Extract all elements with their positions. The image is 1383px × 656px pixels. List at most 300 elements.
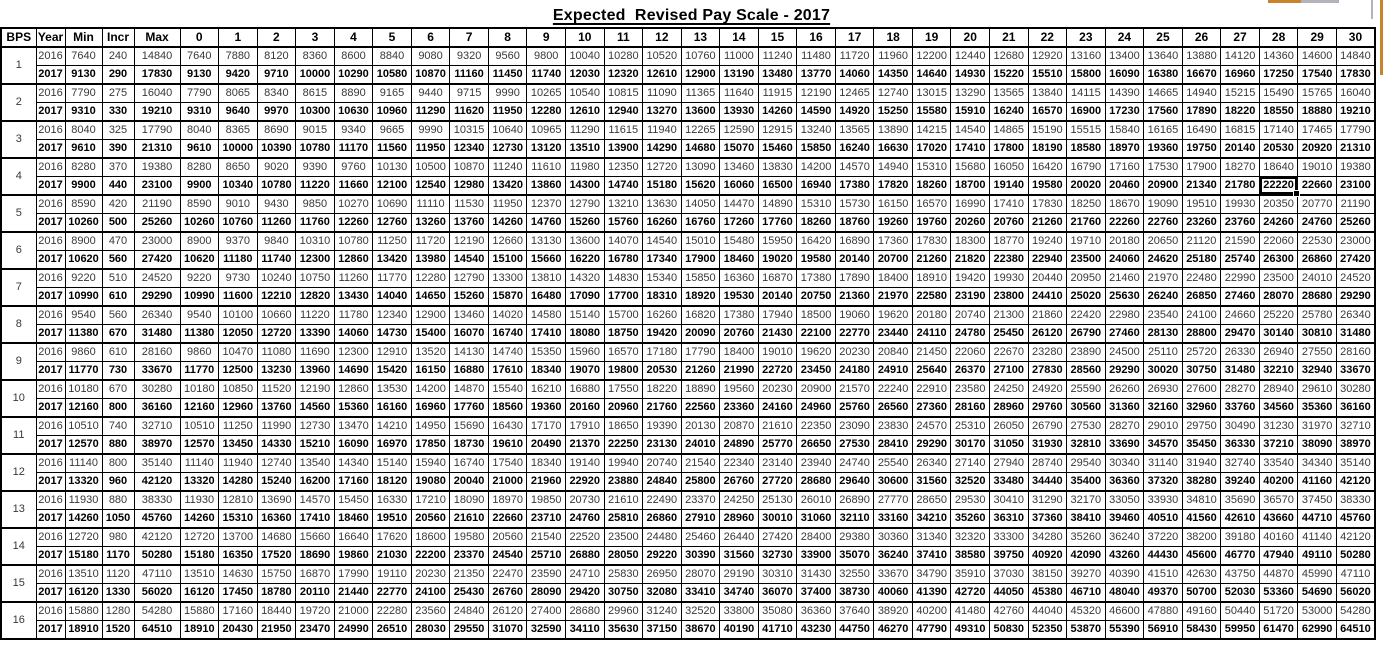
pay-cell[interactable]: 49370 [1144, 584, 1183, 603]
pay-cell[interactable]: 37150 [643, 621, 682, 640]
min-cell[interactable]: 8280 [65, 158, 102, 177]
pay-cell[interactable]: 10280 [604, 47, 643, 66]
pay-cell[interactable]: 26650 [797, 436, 836, 455]
min-cell[interactable]: 8590 [65, 195, 102, 214]
pay-cell[interactable]: 44710 [1298, 510, 1337, 529]
pay-cell[interactable]: 36310 [989, 510, 1028, 529]
pay-cell[interactable]: 20490 [527, 436, 566, 455]
pay-cell[interactable]: 11250 [219, 417, 258, 436]
pay-cell[interactable]: 11930 [180, 491, 219, 510]
pay-cell[interactable]: 20960 [604, 399, 643, 418]
pay-cell[interactable]: 26340 [912, 454, 951, 473]
year-cell[interactable]: 2016 [36, 84, 65, 103]
pay-cell[interactable]: 36240 [874, 547, 913, 566]
max-cell[interactable]: 31480 [134, 325, 180, 344]
max-cell[interactable]: 17830 [134, 66, 180, 85]
pay-cell[interactable]: 30490 [1221, 417, 1260, 436]
pay-cell[interactable]: 15490 [1259, 84, 1298, 103]
pay-cell[interactable]: 19750 [1182, 140, 1221, 159]
pay-cell[interactable]: 25760 [835, 399, 874, 418]
pay-cell[interactable]: 20040 [450, 473, 489, 492]
year-cell[interactable]: 2017 [36, 584, 65, 603]
pay-cell[interactable]: 12900 [681, 66, 720, 85]
pay-cell[interactable]: 20730 [565, 491, 604, 510]
column-header-step-12[interactable]: 12 [643, 28, 682, 47]
pay-cell[interactable]: 33930 [1144, 491, 1183, 510]
column-header-step-17[interactable]: 17 [835, 28, 874, 47]
pay-cell[interactable]: 10870 [411, 66, 450, 85]
pay-cell[interactable]: 33050 [1105, 491, 1144, 510]
pay-cell[interactable]: 44750 [835, 621, 874, 640]
pay-cell[interactable]: 13810 [527, 269, 566, 288]
incr-cell[interactable]: 500 [102, 214, 134, 233]
pay-cell[interactable]: 7640 [180, 47, 219, 66]
pay-cell[interactable]: 20560 [488, 528, 527, 547]
pay-cell[interactable]: 21540 [527, 528, 566, 547]
pay-cell[interactable]: 23890 [1067, 343, 1106, 362]
pay-cell[interactable]: 16780 [604, 251, 643, 270]
min-cell[interactable]: 13510 [65, 565, 102, 584]
pay-cell[interactable]: 14300 [565, 177, 604, 196]
pay-cell[interactable]: 14330 [257, 436, 296, 455]
pay-cell[interactable]: 25810 [604, 510, 643, 529]
pay-cell[interactable]: 15400 [411, 325, 450, 344]
pay-cell[interactable]: 23190 [951, 288, 990, 307]
pay-cell[interactable]: 9165 [373, 84, 412, 103]
pay-cell[interactable]: 31340 [912, 528, 951, 547]
pay-cell[interactable]: 45380 [1028, 584, 1067, 603]
pay-cell[interactable]: 11915 [758, 84, 797, 103]
max-cell[interactable]: 28160 [134, 343, 180, 362]
pay-cell[interactable]: 12960 [219, 399, 258, 418]
pay-cell[interactable]: 8890 [334, 84, 373, 103]
pay-cell[interactable]: 25220 [1259, 306, 1298, 325]
pay-cell[interactable]: 37030 [989, 565, 1028, 584]
year-cell[interactable]: 2017 [36, 399, 65, 418]
pay-cell[interactable]: 11720 [411, 232, 450, 251]
year-cell[interactable]: 2016 [36, 380, 65, 399]
pay-cell[interactable]: 18260 [797, 214, 836, 233]
column-header-step-24[interactable]: 24 [1105, 28, 1144, 47]
pay-cell[interactable]: 23140 [758, 454, 797, 473]
pay-cell[interactable]: 25460 [681, 528, 720, 547]
pay-cell[interactable]: 15180 [643, 177, 682, 196]
incr-cell[interactable]: 440 [102, 177, 134, 196]
pay-cell[interactable]: 9800 [527, 47, 566, 66]
pay-cell[interactable]: 10260 [180, 214, 219, 233]
min-cell[interactable]: 9310 [65, 103, 102, 122]
pay-cell[interactable]: 23760 [1221, 214, 1260, 233]
pay-cell[interactable]: 16630 [874, 140, 913, 159]
pay-cell[interactable]: 12540 [411, 177, 450, 196]
pay-cell[interactable]: 30390 [681, 547, 720, 566]
pay-cell[interactable]: 13270 [643, 103, 682, 122]
pay-cell[interactable]: 38580 [951, 547, 990, 566]
pay-cell[interactable]: 14730 [373, 325, 412, 344]
pay-cell[interactable]: 19140 [565, 454, 604, 473]
pay-cell[interactable]: 12910 [373, 343, 412, 362]
pay-cell[interactable]: 30310 [758, 565, 797, 584]
pay-cell[interactable]: 15700 [604, 306, 643, 325]
pay-cell[interactable]: 24110 [912, 325, 951, 344]
column-header-step-1[interactable]: 1 [219, 28, 258, 47]
pay-cell[interactable]: 26120 [488, 602, 527, 621]
pay-cell[interactable]: 30170 [951, 436, 990, 455]
pay-cell[interactable]: 19720 [296, 602, 335, 621]
pay-cell[interactable]: 22670 [989, 343, 1028, 362]
pay-cell[interactable]: 12350 [604, 158, 643, 177]
pay-cell[interactable]: 8340 [257, 84, 296, 103]
pay-cell[interactable]: 32170 [1067, 491, 1106, 510]
pay-cell[interactable]: 12610 [643, 66, 682, 85]
pay-cell[interactable]: 11600 [219, 288, 258, 307]
min-cell[interactable]: 10510 [65, 417, 102, 436]
pay-cell[interactable]: 14650 [411, 288, 450, 307]
pay-cell[interactable]: 25630 [1105, 288, 1144, 307]
pay-cell[interactable]: 16330 [373, 491, 412, 510]
pay-cell[interactable]: 17230 [1105, 103, 1144, 122]
pay-cell[interactable]: 25450 [989, 325, 1028, 344]
pay-cell[interactable]: 35630 [604, 621, 643, 640]
pay-cell[interactable]: 22060 [951, 343, 990, 362]
pay-cell[interactable]: 10000 [219, 140, 258, 159]
pay-cell[interactable]: 26860 [1298, 251, 1337, 270]
pay-cell[interactable]: 22770 [835, 325, 874, 344]
pay-cell[interactable]: 25020 [1067, 288, 1106, 307]
pay-cell[interactable]: 9560 [488, 47, 527, 66]
pay-cell[interactable]: 26010 [797, 491, 836, 510]
pay-cell[interactable]: 10130 [373, 158, 412, 177]
pay-cell[interactable]: 15680 [951, 158, 990, 177]
pay-cell[interactable]: 39460 [1105, 510, 1144, 529]
pay-cell[interactable]: 18760 [835, 214, 874, 233]
pay-cell[interactable]: 26300 [1259, 251, 1298, 270]
pay-cell[interactable]: 12790 [565, 195, 604, 214]
pay-cell[interactable]: 26850 [1182, 288, 1221, 307]
pay-cell[interactable]: 12160 [180, 399, 219, 418]
max-cell[interactable]: 24520 [134, 269, 180, 288]
pay-cell[interactable]: 25740 [1221, 251, 1260, 270]
pay-cell[interactable]: 10180 [180, 380, 219, 399]
pay-cell[interactable]: 10850 [219, 380, 258, 399]
pay-cell[interactable]: 16490 [1182, 121, 1221, 140]
pay-cell[interactable]: 21260 [1028, 214, 1067, 233]
bps-cell[interactable]: 9 [1, 343, 36, 380]
year-cell[interactable]: 2017 [36, 214, 65, 233]
pay-cell[interactable]: 29010 [1144, 417, 1183, 436]
pay-cell[interactable]: 29550 [450, 621, 489, 640]
pay-cell[interactable]: 21990 [720, 362, 759, 381]
pay-cell[interactable]: 28960 [720, 510, 759, 529]
pay-cell[interactable]: 17410 [989, 195, 1028, 214]
year-cell[interactable]: 2016 [36, 121, 65, 140]
pay-cell[interactable]: 13300 [488, 269, 527, 288]
pay-cell[interactable]: 19930 [1221, 195, 1260, 214]
pay-cell[interactable]: 9010 [219, 195, 258, 214]
pay-cell[interactable]: 17210 [411, 491, 450, 510]
pay-cell[interactable]: 9730 [219, 269, 258, 288]
pay-cell[interactable]: 31940 [1182, 454, 1221, 473]
pay-cell[interactable]: 11240 [488, 158, 527, 177]
pay-cell[interactable]: 20650 [1144, 232, 1183, 251]
min-cell[interactable]: 12160 [65, 399, 102, 418]
pay-cell[interactable]: 27530 [835, 436, 874, 455]
pay-cell[interactable]: 22260 [1105, 214, 1144, 233]
pay-cell[interactable]: 18220 [1221, 103, 1260, 122]
pay-cell[interactable]: 11620 [450, 103, 489, 122]
pay-cell[interactable]: 12300 [334, 343, 373, 362]
pay-cell[interactable]: 14120 [1221, 47, 1260, 66]
pay-cell[interactable]: 19380 [1336, 158, 1375, 177]
pay-cell[interactable]: 30140 [1259, 325, 1298, 344]
pay-cell[interactable]: 24100 [411, 584, 450, 603]
pay-cell[interactable]: 18690 [296, 547, 335, 566]
pay-cell[interactable]: 22340 [720, 454, 759, 473]
pay-cell[interactable]: 10510 [180, 417, 219, 436]
pay-cell[interactable]: 28650 [912, 491, 951, 510]
pay-cell[interactable]: 14040 [373, 288, 412, 307]
pay-cell[interactable]: 15210 [296, 436, 335, 455]
pay-cell[interactable]: 11090 [643, 84, 682, 103]
pay-cell[interactable]: 34790 [912, 565, 951, 584]
pay-cell[interactable]: 13540 [296, 454, 335, 473]
max-cell[interactable]: 19380 [134, 158, 180, 177]
pay-cell[interactable]: 19360 [1144, 140, 1183, 159]
pay-cell[interactable]: 37210 [1259, 436, 1298, 455]
pay-cell[interactable]: 21860 [1028, 306, 1067, 325]
pay-cell[interactable]: 54690 [1298, 584, 1337, 603]
pay-cell[interactable]: 17530 [1144, 158, 1183, 177]
pay-cell[interactable]: 20920 [1298, 140, 1337, 159]
pay-cell[interactable]: 59950 [1221, 621, 1260, 640]
pay-cell[interactable]: 40510 [1144, 510, 1183, 529]
pay-cell[interactable]: 16260 [643, 306, 682, 325]
pay-cell[interactable]: 19940 [604, 454, 643, 473]
incr-cell[interactable]: 1280 [102, 602, 134, 621]
pay-cell[interactable]: 55390 [1105, 621, 1144, 640]
pay-cell[interactable]: 20180 [912, 306, 951, 325]
pay-cell[interactable]: 28030 [411, 621, 450, 640]
pay-cell[interactable]: 25770 [758, 436, 797, 455]
pay-cell[interactable]: 17830 [1336, 66, 1375, 85]
pay-cell[interactable]: 29220 [643, 547, 682, 566]
pay-cell[interactable]: 14210 [373, 417, 412, 436]
max-cell[interactable]: 25260 [134, 214, 180, 233]
pay-cell[interactable]: 27530 [1067, 417, 1106, 436]
pay-cell[interactable]: 13460 [450, 306, 489, 325]
pay-cell[interactable]: 38970 [1336, 436, 1375, 455]
pay-cell[interactable]: 20530 [643, 362, 682, 381]
pay-cell[interactable]: 19710 [1067, 232, 1106, 251]
pay-cell[interactable]: 17760 [450, 399, 489, 418]
pay-cell[interactable]: 27770 [874, 491, 913, 510]
pay-cell[interactable]: 43660 [1259, 510, 1298, 529]
pay-cell[interactable]: 13600 [681, 103, 720, 122]
pay-cell[interactable]: 32590 [527, 621, 566, 640]
pay-cell[interactable]: 24260 [1259, 214, 1298, 233]
pay-cell[interactable]: 10470 [219, 343, 258, 362]
min-cell[interactable]: 9130 [65, 66, 102, 85]
pay-cell[interactable]: 21970 [874, 288, 913, 307]
pay-cell[interactable]: 18910 [180, 621, 219, 640]
pay-cell[interactable]: 11940 [219, 454, 258, 473]
pay-cell[interactable]: 21570 [835, 380, 874, 399]
pay-cell[interactable]: 17450 [219, 584, 258, 603]
pay-cell[interactable]: 12190 [450, 232, 489, 251]
pay-cell[interactable]: 31560 [720, 547, 759, 566]
year-cell[interactable]: 2016 [36, 195, 65, 214]
pay-cell[interactable]: 20020 [1067, 177, 1106, 196]
pay-cell[interactable]: 13120 [527, 140, 566, 159]
pay-cell[interactable]: 13400 [1105, 47, 1144, 66]
min-cell[interactable]: 10180 [65, 380, 102, 399]
pay-cell[interactable]: 44430 [1144, 547, 1183, 566]
pay-cell[interactable]: 32960 [1182, 399, 1221, 418]
pay-cell[interactable]: 14280 [219, 473, 258, 492]
pay-cell[interactable]: 8065 [219, 84, 258, 103]
pay-cell[interactable]: 58430 [1182, 621, 1221, 640]
pay-cell[interactable]: 17910 [565, 417, 604, 436]
pay-cell[interactable]: 61470 [1259, 621, 1298, 640]
pay-cell[interactable]: 15310 [797, 195, 836, 214]
pay-cell[interactable]: 21610 [604, 491, 643, 510]
pay-cell[interactable]: 14740 [488, 343, 527, 362]
year-cell[interactable]: 2016 [36, 232, 65, 251]
pay-cell[interactable]: 19140 [989, 177, 1028, 196]
pay-cell[interactable]: 20140 [1221, 140, 1260, 159]
pay-cell[interactable]: 17020 [912, 140, 951, 159]
pay-cell[interactable]: 41160 [1298, 473, 1337, 492]
pay-cell[interactable]: 11760 [296, 214, 335, 233]
pay-cell[interactable]: 24410 [1028, 288, 1067, 307]
pay-cell[interactable]: 42610 [1221, 510, 1260, 529]
pay-cell[interactable]: 17900 [681, 251, 720, 270]
pay-cell[interactable]: 25130 [758, 491, 797, 510]
pay-cell[interactable]: 9970 [257, 103, 296, 122]
pay-cell[interactable]: 11000 [720, 47, 759, 66]
pay-cell[interactable]: 19070 [565, 362, 604, 381]
pay-cell[interactable]: 11450 [488, 66, 527, 85]
pay-cell[interactable]: 22660 [488, 510, 527, 529]
pay-cell[interactable]: 42720 [951, 584, 990, 603]
pay-cell[interactable]: 19510 [1182, 195, 1221, 214]
pay-cell[interactable]: 23500 [1067, 251, 1106, 270]
pay-cell[interactable]: 19620 [874, 306, 913, 325]
pay-cell[interactable]: 26340 [1336, 306, 1375, 325]
pay-cell[interactable]: 9990 [488, 84, 527, 103]
pay-cell[interactable]: 14740 [604, 177, 643, 196]
pay-cell[interactable]: 50280 [1336, 547, 1375, 566]
year-cell[interactable]: 2016 [36, 565, 65, 584]
pay-cell[interactable]: 28410 [874, 436, 913, 455]
pay-cell[interactable]: 18340 [527, 454, 566, 473]
pay-cell[interactable]: 19620 [797, 343, 836, 362]
pay-cell[interactable]: 14940 [1182, 84, 1221, 103]
pay-cell[interactable]: 10990 [180, 288, 219, 307]
pay-cell[interactable]: 10620 [180, 251, 219, 270]
incr-cell[interactable]: 880 [102, 491, 134, 510]
pay-cell[interactable]: 13510 [565, 140, 604, 159]
pay-cell[interactable]: 20530 [1259, 140, 1298, 159]
pay-cell[interactable]: 40190 [720, 621, 759, 640]
pay-cell[interactable]: 25830 [604, 565, 643, 584]
pay-cell[interactable]: 13960 [296, 362, 335, 381]
pay-cell[interactable]: 24520 [1336, 269, 1375, 288]
pay-cell[interactable]: 18310 [643, 288, 682, 307]
pay-cell[interactable]: 21970 [1144, 269, 1183, 288]
pay-cell[interactable]: 21780 [1221, 177, 1260, 196]
pay-cell[interactable]: 8120 [257, 47, 296, 66]
pay-cell[interactable]: 22200 [411, 547, 450, 566]
pay-cell[interactable]: 11770 [180, 362, 219, 381]
pay-cell[interactable]: 19110 [373, 565, 412, 584]
pay-cell[interactable]: 33300 [989, 528, 1028, 547]
pay-cell[interactable]: 28680 [1298, 288, 1337, 307]
pay-cell[interactable]: 48040 [1105, 584, 1144, 603]
pay-cell[interactable]: 9640 [219, 103, 258, 122]
pay-cell[interactable]: 39240 [1221, 473, 1260, 492]
pay-cell[interactable]: 25540 [874, 454, 913, 473]
pay-cell[interactable]: 28160 [1336, 343, 1375, 362]
pay-cell[interactable]: 15340 [643, 269, 682, 288]
pay-cell[interactable]: 12440 [951, 47, 990, 66]
min-cell[interactable]: 11930 [65, 491, 102, 510]
pay-cell[interactable]: 11260 [257, 214, 296, 233]
pay-cell[interactable]: 9390 [296, 158, 335, 177]
min-cell[interactable]: 10620 [65, 251, 102, 270]
pay-cell[interactable]: 50700 [1182, 584, 1221, 603]
pay-cell[interactable]: 20740 [643, 454, 682, 473]
max-cell[interactable]: 19210 [134, 103, 180, 122]
pay-cell[interactable]: 17940 [758, 306, 797, 325]
pay-cell[interactable]: 24660 [1221, 306, 1260, 325]
min-cell[interactable]: 7640 [65, 47, 102, 66]
pay-cell[interactable]: 27140 [951, 454, 990, 473]
min-cell[interactable]: 8040 [65, 121, 102, 140]
pay-cell[interactable]: 11660 [334, 177, 373, 196]
pay-cell[interactable]: 46600 [1105, 602, 1144, 621]
pay-cell[interactable]: 15215 [1221, 84, 1260, 103]
min-cell[interactable]: 18910 [65, 621, 102, 640]
bps-cell[interactable]: 12 [1, 454, 36, 491]
pay-cell[interactable]: 14290 [643, 140, 682, 159]
pay-cell[interactable]: 11740 [527, 66, 566, 85]
pay-cell[interactable]: 25800 [681, 473, 720, 492]
pay-cell[interactable]: 15800 [1067, 66, 1106, 85]
pay-cell[interactable]: 17540 [1298, 66, 1337, 85]
pay-cell[interactable]: 14570 [296, 491, 335, 510]
pay-cell[interactable]: 27460 [1105, 325, 1144, 344]
pay-cell[interactable]: 38330 [1336, 491, 1375, 510]
pay-cell[interactable]: 36330 [1221, 436, 1260, 455]
pay-cell[interactable]: 16570 [604, 343, 643, 362]
year-cell[interactable]: 2017 [36, 325, 65, 344]
pay-cell[interactable]: 17380 [720, 306, 759, 325]
column-header-step-19[interactable]: 19 [912, 28, 951, 47]
min-cell[interactable]: 11380 [65, 325, 102, 344]
pay-cell[interactable]: 15760 [604, 214, 643, 233]
pay-cell[interactable]: 21440 [334, 584, 373, 603]
pay-cell[interactable]: 24840 [643, 473, 682, 492]
pay-cell[interactable]: 14930 [951, 66, 990, 85]
pay-cell[interactable]: 37400 [797, 584, 836, 603]
pay-cell[interactable]: 31060 [797, 510, 836, 529]
pay-cell[interactable]: 31930 [1028, 436, 1067, 455]
pay-cell[interactable]: 9310 [180, 103, 219, 122]
pay-cell[interactable]: 42090 [1067, 547, 1106, 566]
pay-cell[interactable]: 20740 [951, 306, 990, 325]
pay-cell[interactable]: 17180 [643, 343, 682, 362]
